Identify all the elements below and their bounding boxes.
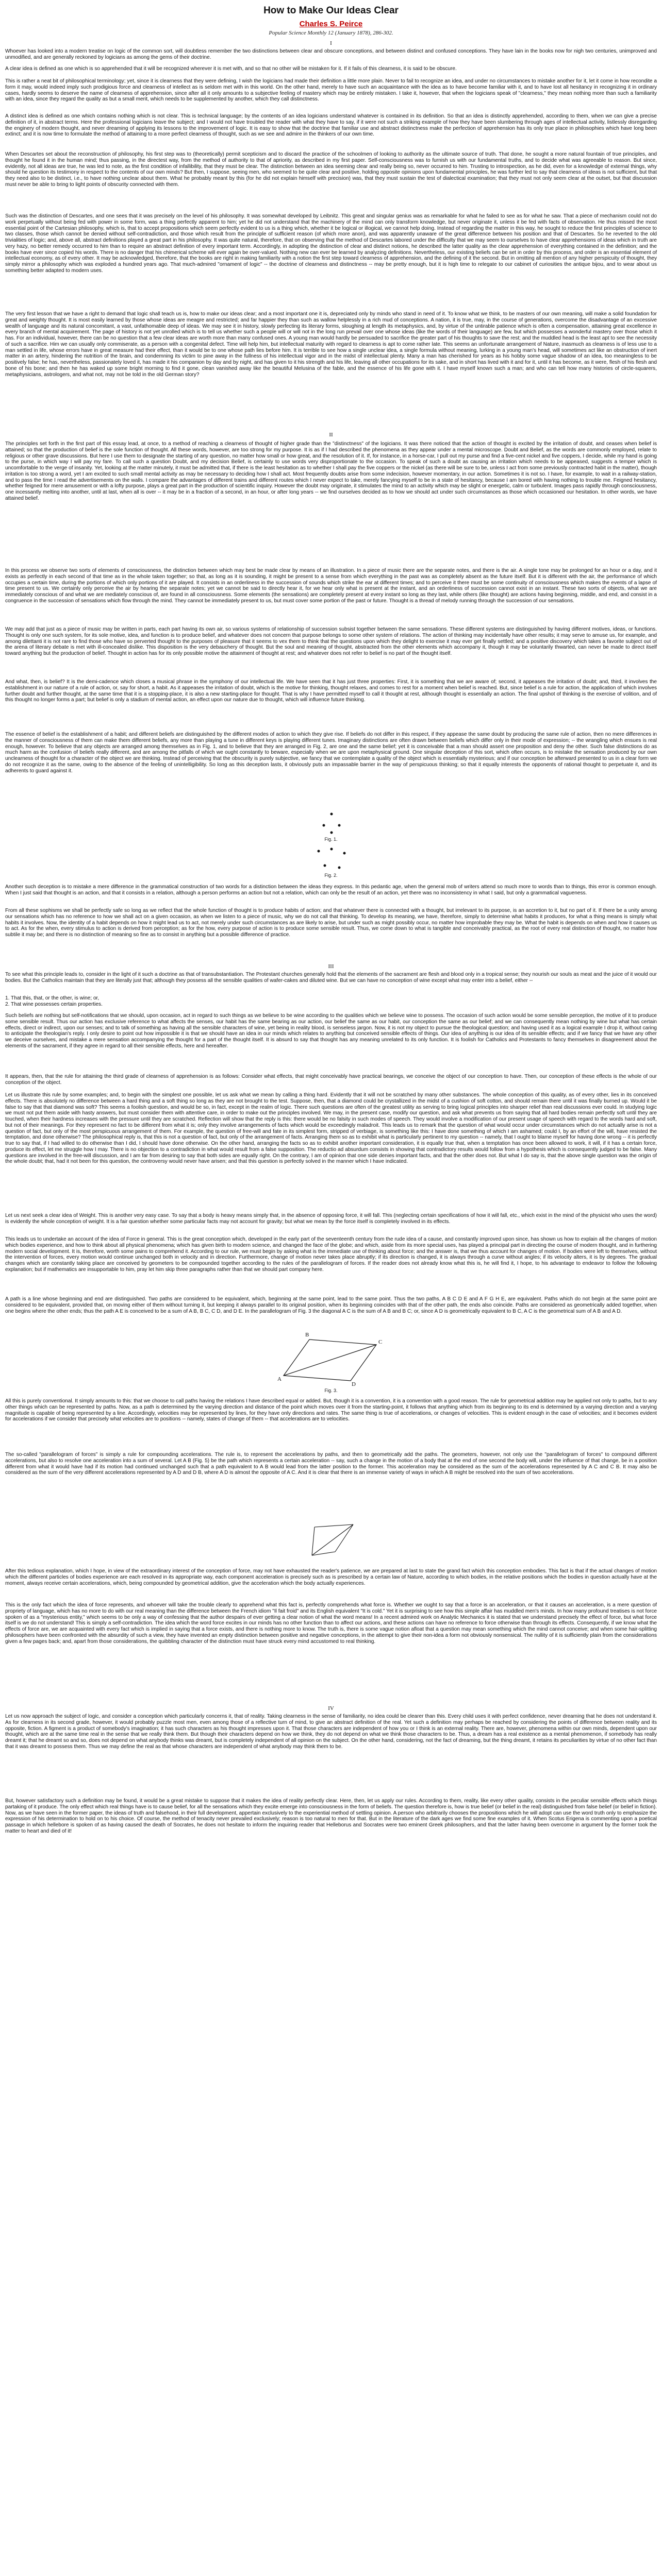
fig2-point xyxy=(343,852,346,855)
diagram-line-ab xyxy=(312,1524,353,1555)
paragraph: But, however satisfactory such a definition may be found, it would be a great mistake to suppose that it makes the idea of reality perfectly clear. Here, then, let us apply our rules. According to them, reality, like every other quality, consists in the peculiar sensible effects which things partaking of it produce. The only effect which real things have is to cause belief, for all the sensations which they excite emerge into consciousness in the form of beliefs. The question therefore is, how is true belief (or belief in the real) distinguished from false belief (or belief in fiction). Now, as we have seen in the former paper, the ideas of truth and falsehood, in their full development, appertain exclusively to the experiential method of settling opinion. A person who arbitrarily chooses the propositions which he will adopt can use the word truth only to emphasize the expression of his determination to hold on to his choice. Of course, the method of tenacity never prevailed exclusively; reason is too natural to men for that. But in the literature of the dark ages we find some fine examples of it. When Scotus Erigena is commenting upon a poetical passage in which hellebore is spoken of as having caused the death of Socrates, he does not hesitate to inform the inquiring reader that Helleborus and Socrates were two eminent Greek philosophers, and that the latter having been overcome in argument by the former took the matter to heart and died of it! xyxy=(5,1798,657,1834)
acceleration-diagram xyxy=(304,1517,361,1563)
fig2-point xyxy=(318,850,320,853)
section-heading-4: IV xyxy=(328,1705,334,1711)
fig2-point xyxy=(330,848,333,851)
paragraph: Let us illustrate this rule by some examples; and, to begin with the simplest one possible, let us ask what we mean by calling a thing hard. Evidently that it will not be scratched by many other substances. The whole conception of this quality, as of every other, lies in its conceived effects. There is absolutely no difference between a hard thing and a soft thing so long as they are not brought to the test. Suppose, then, that a diamond could be crystallized in the midst of a cushion of soft cotton, and should remain there until it was finally burned up. Would it be false to say that that diamond was soft? This seems a foolish question, and would be so, in fact, except in the realm of logic. There such questions are often of the greatest utility as serving to bring logical principles into sharper relief than real discussions ever could. In studying logic we must not put them aside with hasty answers, but must consider them with attentive care, in order to make out the principles involved. We may, in the present case, modify our question, and ask what prevents us from saying that all hard bodies remain perfectly soft until they are touched, when their hardness increases with the pressure until they are scratched. Reflection will show that the reply is this: there would be no falsity in such modes of speech. They would involve a modification of our present usage of speech with regard to the words hard and soft, but not of their meanings. For they represent no fact to be different from what it is; only they involve arrangements of facts which would be exceedingly maladroit. This leads us to remark that the question of what would occur under circumstances which do not actually arise is not a question of fact, but only of the most perspicuous arrangement of them. For example, the question of free-will and fate in its simplest form, stripped of verbiage, is something like this: I have done something of which I am ashamed; could I, by an effort of the will, have resisted the temptation, and done otherwise? The philosophical reply is, that this is not a question of fact, but only of the arrangement of facts. Arranging them so as to exhibit what is particularly pertinent to my question -- namely, that I ought to blame myself for having done wrong -- it is perfectly true to say that, if I had willed to do otherwise than I did, I should have done otherwise. On the other hand, arranging the facts so as to exhibit another important consideration, it is equally true that, when a temptation has once been allowed to work, it will, if it has a certain force, produce its effect, let me struggle how I may. There is no objection to a contradiction in what would result from a false supposition. The reductio ad absurdum consists in showing that contradictory results would follow from a hypothesis which is consequently judged to be false. Many questions are involved in the free-will discussion, and I am far from desiring to say that both sides are equally right. On the contrary, I am of opinion that one side denies important facts, and that the other does not. But what I do say is, that the above single question was the origin of the whole doubt; that, had it not been for this question, the controversy would never have arisen; and that this question is perfectly solved in the manner which I have indicated. xyxy=(5,1092,657,1165)
fig1-point xyxy=(330,832,333,834)
figure-1-diagram xyxy=(319,810,344,836)
paragraph: Let us now approach the subject of logic, and consider a conception which particularly concerns it, that of reality. Taking clearness in the sense of familiarity, no idea could be clearer than this. Every child uses it with perfect confidence, never dreaming that he does not understand it. As for clearness in its second grade, however, it would probably puzzle most men, even among those of a reflective turn of mind, to give an abstract definition of the real. Yet such a definition may perhaps be reached by considering the points of difference between reality and its opposite, fiction. A figment is a product of somebody's imagination; it has such characters as his thought impresses upon it. That those characters are independent of how you or I think is an external reality. There are, however, phenomena within our own minds, dependent upon our thought, which are at the same time real in the sense that we really think them. But though their characters depend on how we think, they do not depend on what we think those characters to be. Thus, a dream has a real existence as a mental phenomenon, if somebody has really dreamt it; that he dreamt so and so, does not depend on what anybody thinks was dreamt, but is completely independent of all opinion on the subject. On the other hand, considering, not the fact of dreaming, but the thing dreamt, it retains its peculiarities by virtue of no other fact than that it was dreamt to possess them. Thus we may define the real as that whose characters are independent of what anybody may think them to be. xyxy=(5,1714,657,1750)
paragraph: Such beliefs are nothing but self-notifications that we should, upon occasion, act in regard to such things as we believe to be wine according to the qualities which we believe wine to possess. The occasion of such action would be some sensible perception, the motive of it to produce some sensible result. Thus our action has exclusive reference to what affects the senses, our habit has the same bearing as our action, our belief the same as our habit, our conception the same as our belief; and we can consequently mean nothing by wine but what has certain effects, direct or indirect, upon our senses; and to talk of something as having all the sensible characters of wine, yet being in reality blood, is senseless jargon. Now, it is not my object to pursue the theological question; and having used it as a logical example I drop it, without caring to anticipate the theologian's reply. I only desire to point out how impossible it is that we should have an idea in our minds which relates to anything but conceived sensible effects of things. Our idea of anything is our idea of its sensible effects; and if we fancy that we have any other we deceive ourselves, and mistake a mere sensation accompanying the thought for a part of the thought itself. It is absurd to say that thought has any meaning unrelated to its only function. It is foolish for Catholics and Protestants to fancy themselves in disagreement about the elements of the sacrament, if they agree in regard to all their sensible effects, here and hereafter. xyxy=(5,1013,657,1049)
figure-2-diagram xyxy=(315,846,349,872)
paragraph: We may add that just as a piece of music may be written in parts, each part having its own air, so various systems of relationship of succession subsist together between the same sensations. These different systems are distinguished by having different motives, ideas, or functions. Thought is only one such system, for its sole motive, idea, and function is to produce belief, and whatever does not concern that purpose belongs to some other system of relations. The action of thinking may incidentally have other results; it may serve to amuse us, for example, and among dilettanti it is not rare to find those who have so perverted thought to the purposes of pleasure that it seems to vex them to think that the questions upon which they delight to exercise it may ever get finally settled; and a positive discovery which takes a favorite subject out of the arena of literary debate is met with ill-concealed dislike. This disposition is the very debauchery of thought. But the soul and meaning of thought, abstracted from the other elements which accompany it, though it may be voluntarily thwarted, can never be made to direct itself toward anything but the production of belief. Thought in action has for its only possible motive the attainment of thought at rest; and whatever does not refer to belief is no part of the thought itself. xyxy=(5,626,657,656)
paragraph: This leads us to undertake an account of the idea of Force in general. This is the great conception which, developed in the early part of the seventeenth century from the rude idea of a cause, and constantly improved upon since, has shown us how to explain all the changes of motion which bodies experience, and how to think about all physical phenomena; which has given birth to modern science, and changed the face of the globe; and which, aside from its more special uses, has played a principal part in directing the course of modern thought, and in furthering modern social development. It is, therefore, worth some pains to comprehend it. According to our rule, we must begin by asking what is the immediate use of thinking about force; and the answer is, that we thus account for changes of motion. If bodies were left to themselves, without the intervention of forces, every motion would continue unchanged both in velocity and in direction. Furthermore, change of motion never takes place abruptly; if its direction is changed, it is always through a curve without angles; if its velocity alters, it is by degrees. The gradual changes which are constantly taking place are conceived by geometers to be compounded together according to the rules of the parallelogram of forces. If the reader does not already know what this is, he will find it, I hope, to his advantage to endeavor to follow the following explanation; but if mathematics are insupportable to him, pray let him skip three paragraphs rather than that we should part company here. xyxy=(5,1236,657,1273)
paragraph: Another such deception is to mistake a mere difference in the grammatical construction of two words for a distinction between the ideas they express. In this pedantic age, when the general mob of writers attend so much more to words than to things, this error is common enough. When I just said that thought is an action, and that it consists in a relation, although a person performs an action but not a relation, which can only be the result of an action, yet there was no inconsistency in what I said, but only a grammatical vagueness. xyxy=(5,884,657,896)
paragraph: All this is purely conventional. It simply amounts to this: that we choose to call paths having the relations I have described equal or added. But, though it is a convention, it is a convention with a good reason. The rule for geometrical addition may be applied not only to paths, but to any other things which can be represented by paths. Now, as a path is determined by the varying direction and distance of the point which moves over it from the starting-point, it follows that anything which from its beginning to its end is determined by a varying direction and a varying magnitude is capable of being represented by a line. Accordingly, velocities may be represented by lines, for they have only directions and rates. The same thing is true of accelerations, or changes of velocities. This is evident enough in the case of velocities; and it becomes evident for accelerations if we consider that precisely what velocities are to positions -- namely, states of change of them -- that accelerations are to velocities. xyxy=(5,1398,657,1422)
author-link[interactable]: Charles S. Peirce xyxy=(299,20,363,28)
fig2-point xyxy=(338,867,341,869)
source-citation: Popular Science Monthly 12 (January 1878), 286-302. xyxy=(269,30,393,36)
fig3-diagonal xyxy=(284,1345,376,1376)
paragraph: In this process we observe two sorts of elements of consciousness, the distinction between which may best be made clear by means of an illustration. In a piece of music there are the separate notes, and there is the air. A single tone may be prolonged for an hour or a day, and it exists as perfectly in each second of that time as in the whole taken together; so that, as long as it is sounding, it might be present to a sense from which everything in the past was as completely absent as the future itself. But it is different with the air, the performance of which occupies a certain time, during the portions of which only portions of it are played. It consists in an orderliness in the succession of sounds which strike the ear at different times; and to perceive it there must be some continuity of consciousness which makes the events of a lapse of time present to us. We certainly only perceive the air by hearing the separate notes; yet we cannot be said to directly hear it, for we hear only what is present at the instant, and an orderliness of succession cannot exist in an instant. These two sorts of objects, what we are immediately conscious of and what we are mediately conscious of, are found in all consciousness. Some elements (the sensations) are completely present at every instant so long as they last, while others (like thought) are actions having beginning, middle, and end, and consist in a congruence in the succession of sensations which flow through the mind. They cannot be immediately present to us, but must cover some portion of the past or future. Thought is a thread of melody running through the succession of our sensations. xyxy=(5,568,657,604)
paragraph: The very first lesson that we have a right to demand that logic shall teach us is, how to make our ideas clear; and a most important one it is, depreciated only by minds who stand in need of it. To know what we think, to be masters of our own meaning, will make a solid foundation for great and weighty thought. It is most easily learned by those whose ideas are meagre and restricted; and far happier they than such as wallow helplessly in a rich mud of conceptions. A nation, it is true, may, in the course of generations, overcome the disadvantage of an excessive wealth of language and its natural concomitant, a vast, unfathomable deep of ideas. We may see it in history, slowly perfecting its literary forms, sloughing at length its metaphysics, and, by virtue of the untirable patience which is often a compensation, attaining great excellence in every branch of mental acquirement. The page of history is not yet unrolled which is to tell us whether such a people will or will not in the long run prevail over one whose ideas (like the words of their language) are few, but which possesses a wonderful mastery over those which it has. For an individual, however, there can be no question that a few clear ideas are worth more than many confused ones. A young man would hardly be persuaded to sacrifice the greater part of his thoughts to save the rest; and the muddled head is the least apt to see the necessity of such a sacrifice. Him we can usually only commiserate, as a person with a congenital defect. Time will help him, but intellectual maturity with regard to clearness is apt to come rather late. This seems an unfortunate arrangement of Nature, inasmuch as clearness is of less use to a man settled in life, whose errors have in great measure had their effect, than it would be to one whose path lies before him. It is terrible to see how a single unclear idea, a single formula without meaning, lurking in a young man's head, will sometimes act like an obstruction of inert matter in an artery, hindering the nutrition of the brain, and condemning its victim to pine away in the fullness of his intellectual vigor and in the midst of intellectual plenty. Many a man has cherished for years as his hobby some vague shadow of an idea, too meaningless to be positively false; he has, nevertheless, passionately loved it, has made it his companion by day and by night, and has given to it his strength and his life, leaving all other occupations for its sake, and in short has lived with it and for it, until it has become, as it were, flesh of his flesh and bone of his bone; and then he has waked up some bright morning to find it gone, clean vanished away like the beautiful Melusina of the fable, and the essence of his life gone with it. I have myself known such a man; and who can tell how many histories of circle-squarers, metaphysicians, astrologers, and what not, may not be told in the old German story? xyxy=(5,311,657,378)
fig3-label: B xyxy=(305,1332,309,1338)
paragraph: Let us next seek a clear idea of Weight. This is another very easy case. To say that a body is heavy means simply that, in the absence of opposing force, it will fall. This (neglecting certain specifications of how it will fall, etc., which exist in the mind of the physicist who uses the word) is evidently the whole conception of weight. It is a fair question whether some particular facts may not account for gravity; but what we mean by the force itself is completely involved in its effects. xyxy=(5,1213,657,1225)
fig2-point xyxy=(324,865,326,867)
paragraph: This is the only fact which the idea of force represents, and whoever will take the trouble clearly to apprehend what this fact is, perfectly comprehends what force is. Whether we ought to say that a force is an acceleration, or that it causes an acceleration, is a mere question of propriety of language, which has no more to do with our real meaning than the difference between the French idiom "Il fait froid" and its English equivalent "It is cold." Yet it is surprising to see how this simple affair has muddled men's minds. In how many profound treatises is not force spoken of as a "mysterious entity," which seems to be only a way of confessing that the author despairs of ever getting a clear notion of what the word means! In a recent admired work on Analytic Mechanics it is stated that we understand precisely the effect of force, but what force itself is we do not understand! This is simply a self-contradiction. The idea which the word force excites in our minds has no other function than to affect our actions, and these actions can have no reference to force otherwise than through its effects. Consequently, if we know what the effects of force are, we are acquainted with every fact which is implied in saying that a force exists, and there is nothing more to know. The truth is, there is some vague notion afloat that a question may mean something which the mind cannot conceive; and when some hair-splitting philosophers have been confronted with the absurdity of such a view, they have invented an empty distinction between positive and negative conceptions, in the attempt to give their non-idea a form not obviously nonsensical. The nullity of it is sufficiently plain from the considerations given a few pages back; and, apart from those considerations, the quibbling character of the distinction must have struck every mind accustomed to real thinking. xyxy=(5,1602,657,1645)
fig3-label: A xyxy=(277,1376,282,1382)
section-heading-2: II xyxy=(329,432,333,438)
diagram-line-cb xyxy=(335,1524,353,1552)
paragraph: A distinct idea is defined as one which contains nothing which is not clear. This is technical language; by the contents of an idea logicians understand whatever is contained in its definition. So that an idea is distinctly apprehended, according to them, when we can give a precise definition of it, in abstract terms. Here the professional logicians leave the subject; and I would not have troubled the reader with what they have to say, if it were not such a striking example of how they have been slumbering through ages of intellectual activity, listlessly disregarding the enginery of modern thought, and never dreaming of applying its lessons to the improvement of logic. It is easy to show that the doctrine that familiar use and abstract distinctness make the perfection of apprehension has its only true place in philosophies which have long been extinct; and it is now time to formulate the method of attaining to a more perfect clearness of thought, such as we see and admire in the thinkers of our own time. xyxy=(5,113,657,138)
fig1-point xyxy=(323,824,325,827)
paragraph: The principles set forth in the first part of this essay lead, at once, to a method of reaching a clearness of thought of higher grade than the "distinctness" of the logicians. It was there noticed that the action of thought is excited by the irritation of doubt, and ceases when belief is attained; so that the production of belief is the sole function of thought. All these words, however, are too strong for my purpose. It is as if I had described the phenomena as they appear under a mental microscope. Doubt and Belief, as the words are commonly employed, relate to religious or other grave discussions. But here I use them to designate the starting of any question, no matter how small or how great, and the resolution of it. If, for instance, in a horse-car, I pull out my purse and find a five-cent nickel and five coppers, I decide, while my hand is going to the purse, in which way I will pay my fare. To call such a question Doubt, and my decision Belief, is certainly to use words very disproportionate to the occasion. To speak of such a doubt as causing an irritation which needs to be appeased, suggests a temper which is uncomfortable to the verge of insanity. Yet, looking at the matter minutely, it must be admitted that, if there is the least hesitation as to whether I shall pay the five coppers or the nickel (as there will be sure to be, unless I act from some previously contracted habit in the matter), though irritation is too strong a word, yet I am excited to such small mental activity as may be necessary to deciding how I shall act. Most frequently doubts arise from some indecision, however momentary, in our action. Sometimes it is not so. I have, for example, to wait in a railway-station, and to pass the time I read the advertisements on the walls. I compare the advantages of different trains and different routes which I never expect to take, merely fancying myself to be in a state of hesitancy, because I am bored with having nothing to trouble me. Feigned hesitancy, whether feigned for mere amusement or with a lofty purpose, plays a great part in the production of scientific inquiry. However the doubt may originate, it stimulates the mind to an activity which may be slight or energetic, calm or turbulent. Images pass rapidly through consciousness, one incessantly melting into another, until at last, when all is over -- it may be in a fraction of a second, in an hour, or after long years -- we find ourselves decided as to how we should act under such circumstances as those which occasioned our hesitation. In other words, we have attained belief. xyxy=(5,441,657,501)
fig3-label: D xyxy=(352,1381,356,1386)
paragraph: This is rather a neat bit of philosophical terminology; yet, since it is clearness that they were defining, I wish the logicians had made their definition a little more plain. Never to fail to recognize an idea, and under no circumstances to mistake another for it, let it come in how recondite a form it may, would indeed imply such prodigious force and clearness of intellect as is seldom met with in this world. On the other hand, merely to have such an acquaintance with the idea as to have become familiar with it, and to have lost all hesitancy in recognizing it in ordinary cases, hardly seems to deserve the name of clearness of apprehension, since after all it only amounts to a subjective feeling of mastery which may be entirely mistaken. I take it, however, that when the logicians speak of "clearness," they mean nothing more than such a familiarity with an idea, since they regard the quality as but a small merit, which needs to be supplemented by another, which they call distinctness. xyxy=(5,78,657,103)
paragraph: To see what this principle leads to, consider in the light of it such a doctrine as that of transubstantiation. The Protestant churches generally hold that the elements of the sacrament are flesh and blood only in a tropical sense; they nourish our souls as meat and the juice of it would our bodies. But the Catholics maintain that they are literally just that; although they possess all the sensible qualities of wafer-cakes and diluted wine. But we can have no conception of wine except what may enter into a belief, either -- xyxy=(5,972,657,984)
section-heading-1: I xyxy=(330,40,332,46)
paragraph: After this tedious explanation, which I hope, in view of the extraordinary interest of the conception of force, may not have exhausted the reader's patience, we are prepared at last to state the grand fact which this conception embodies. This fact is that if the actual changes of motion which the different particles of bodies experience are each resolved in its appropriate way, each component acceleration is precisely such as is prescribed by a certain law of Nature, according to which bodies, in the relative positions which the bodies in question actually have at the moment, always receive certain accelerations, which, being compounded by geometrical addition, give the acceleration which the body actually experiences. xyxy=(5,1568,657,1586)
fig3-label: C xyxy=(378,1339,383,1345)
figure-3-caption: Fig. 3. xyxy=(324,1388,338,1393)
diagram-line-ad xyxy=(312,1527,315,1555)
figure-3-diagram xyxy=(273,1329,389,1386)
paragraph: The essence of belief is the establishment of a habit; and different beliefs are distinguished by the different modes of action to which they give rise. If beliefs do not differ in this respect, if they appease the same doubt by producing the same rule of action, then no mere differences in the manner of consciousness of them can make them different beliefs, any more than playing a tune in different keys is playing different tunes. Imaginary distinctions are often drawn between beliefs which differ only in their mode of expression; -- the wrangling which ensues is real enough, however. To believe that any objects are arranged among themselves as in Fig. 1, and to believe that they are arranged in Fig. 2, are one and the same belief; yet it is conceivable that a man should assert one proposition and deny the other. Such false distinctions do as much harm as the confusion of beliefs really different, and are among the pitfalls of which we ought constantly to beware, especially when we are upon metaphysical ground. One singular deception of this sort, which often occurs, is to mistake the sensation produced by our own unclearness of thought for a character of the object we are thinking. Instead of perceiving that the obscurity is purely subjective, we fancy that we contemplate a quality of the object which is essentially mysterious; and if our conception be afterward presented to us in a clear form we do not recognize it as the same, owing to the absence of the feeling of unintelligibility. So long as this deception lasts, it obviously puts an impassable barrier in the way of perspicuous thinking; so that it equally interests the opponents of rational thought to perpetuate it, and its adherents to guard against it. xyxy=(5,732,657,774)
article-title: How to Make Our Ideas Clear xyxy=(263,5,399,16)
paragraph: When Descartes set about the reconstruction of philosophy, his first step was to (theoretically) permit scepticism and to discard the practice of the schoolmen of looking to authority as the ultimate source of truth. That done, he sought a more natural fountain of true principles, and thought he found it in the human mind; thus passing, in the directest way, from the method of authority to that of apriority, as described in my first paper. Self-consciousness was to furnish us with our fundamental truths, and to decide what was agreeable to reason. But since, evidently, not all ideas are true, he was led to note, as the first condition of infallibility, that they must be clear. The distinction between an idea seeming clear and really being so, never occurred to him. Trusting to introspection, as he did, even for a knowledge of external things, why should he question its testimony in respect to the contents of our own minds? But then, I suppose, seeing men, who seemed to be quite clear and positive, holding opposite opinions upon fundamental principles, he was further led to say that clearness of ideas is not sufficient, but that they need also to be distinct, i.e., to have nothing unclear about them. What he probably meant by this (for he did not explain himself with precision) was, that they must sustain the test of dialectical examination; that they must not only seem clear at the outset, but that discussion must never be able to bring to light points of obscurity connected with them. xyxy=(5,151,657,188)
paragraph: A path is a line whose beginning and end are distinguished. Two paths are considered to be equivalent, which, beginning at the same point, lead to the same point. Thus the two paths, A B C D E and A F G H E, are equivalent. Paths which do not begin at the same point are considered to be equivalent, provided that, on moving either of them without turning it, but keeping it always parallel to its original position, when its beginning coincides with that of the other path, the ends also coincide. Paths are considered as geometrically added together, when one begins where the other ends; thus the path A E is conceived to be a sum of A B, B C, C D, and D E. In the parallelogram of Fig. 3 the diagonal A C is the sum of A B and B C; or, since A D is geometrically equivalent to B C, A C is the geometrical sum of A B and A D. xyxy=(5,1296,657,1314)
paragraph: And what, then, is belief? It is the demi-cadence which closes a musical phrase in the symphony of our intellectual life. We have seen that it has just three properties: First, it is something that we are aware of; second, it appeases the irritation of doubt; and, third, it involves the establishment in our nature of a rule of action, or, say for short, a habit. As it appeases the irritation of doubt, which is the motive for thinking, thought relaxes, and comes to rest for a moment when belief is reached. But, since belief is a rule for action, the application of which involves further doubt and further thought, at the same time that it is a stopping-place, it is also a new starting-place for thought. That is why I have permitted myself to call it thought at rest, although thought is essentially an action. The final upshot of thinking is the exercise of volition, and of this thought no longer forms a part; but belief is only a stadium of mental action, an effect upon our nature due to thought, which will influence future thinking. xyxy=(5,679,657,703)
paragraph-list: 1. That this, that, or the other, is wine; or, 2. That wine possesses certain properties. xyxy=(5,995,103,1007)
figure-1-caption: Fig. 1. xyxy=(324,837,338,842)
fig1-point xyxy=(338,824,341,827)
paragraph: From all these sophisms we shall be perfectly safe so long as we reflect that the whole function of thought is to produce habits of action; and that whatever there is connected with a thought, but irrelevant to its purpose, is an accretion to it, but no part of it. If there be a unity among our sensations which has no reference to how we shall act on a given occasion, as when we listen to a piece of music, why we do not call that thinking. To develop its meaning, we have, therefore, simply to determine what habits it produces, for what a thing means is simply what habits it involves. Now, the identity of a habit depends on how it might lead us to act, not merely under such circumstances as are likely to arise, but under such as might possibly occur, no matter how improbable they may be. What the habit is depends on when and how it causes us to act. As for the when, every stimulus to action is derived from perception; as for the how, every purpose of action is to produce some sensible result. Thus, we come down to what is tangible and conceivably practical, as the root of every real distinction of thought, no matter how subtile it may be; and there is no distinction of meaning so fine as to consist in anything but a possible difference of practice. xyxy=(5,908,657,938)
paragraph: The so-called "parallelogram of forces" is simply a rule for compounding accelerations. The rule is, to represent the accelerations by paths, and then to geometrically add the paths. The geometers, however, not only use the "parallelogram of forces" to compound different accelerations, but also to resolve one acceleration into a sum of several. Let A B (Fig. 5) be the path which represents a certain acceleration -- say, such a change in the motion of a body that at the end of one second the body will, under the influence of that change, be in a position different from what it would have had if its motion had continued unchanged such that a path equivalent to A B would lead from the latter position to the former. This acceleration may be considered as the sum of the accelerations represented by A C and C B. It may also be considered as the sum of the very different accelerations represented by A D and D B, where A D is almost the opposite of A C. And it is clear that there is an immense variety of ways in which A B might be resolved into the sum of two accelerations. xyxy=(5,1452,657,1476)
fig1-point xyxy=(330,813,333,816)
paragraph: Whoever has looked into a modern treatise on logic of the common sort, will doubtless remember the two distinctions between clear and obscure conceptions, and between distinct and confused conceptions. They have lain in the books now for nigh two centuries, unimproved and unmodified, and are generally reckoned by logicians as among the gems of their doctrine. xyxy=(5,48,657,60)
section-heading-3: III xyxy=(328,963,334,970)
diagram-line-db xyxy=(315,1524,353,1527)
paragraph: Such was the distinction of Descartes, and one sees that it was precisely on the level of his philosophy. It was somewhat developed by Leibnitz. This great and singular genius was as remarkable for what he failed to see as for what he saw. That a piece of mechanism could not do work perpetually without being fed with power in some form, was a thing perfectly apparent to him; yet he did not understand that the machinery of the mind can only transform knowledge, but never originate it, unless it be fed with facts of observation. He thus missed the most essential point of the Cartesian philosophy, which is, that to accept propositions which seem perfectly evident to us is a thing which, whether it be logical or illogical, we cannot help doing. Instead of regarding the matter in this way, he sought to reduce the first principles of science to two classes, those which cannot be denied without self-contradiction, and those which result from the principle of sufficient reason (of which more anon), and was apparently unaware of the great difference between his position and that of Descartes. So he reverted to the old trivialities of logic; and, above all, abstract definitions played a great part in his philosophy. It was quite natural, therefore, that on observing that the method of Descartes labored under the difficulty that we may seem to ourselves to have clear apprehensions of ideas which in truth are very hazy, no better remedy occurred to him than to require an abstract definition of every important term. Accordingly, in adopting the distinction of clear and distinct notions, he described the latter quality as the clear apprehension of everything contained in the definition; and the books have ever since copied his words. There is no danger that his chimerical scheme will ever again be over-valued. Nothing new can ever be learned by analyzing definitions. Nevertheless, our existing beliefs can be set in order by this process, and order is an essential element of intellectual economy, as of every other. It may be acknowledged, therefore, that the books are right in making familiarity with a notion the first step toward clearness of apprehension, and the defining of it the second. But in omitting all mention of any higher perspicuity of thought, they simply mirror a philosophy which was exploded a hundred years ago. That much-admired "ornament of logic" -- the doctrine of clearness and distinctness -- may be pretty enough, but it is high time to relegate to our cabinet of curiosities the antique bijou, and to wear about us something better adapted to modern uses. xyxy=(5,213,657,274)
paragraph: It appears, then, that the rule for attaining the third grade of clearness of apprehension is as follows: Consider what effects, that might conceivably have practical bearings, we conceive the object of our conception to have. Then, our conception of these effects is the whole of our conception of the object. xyxy=(5,1074,657,1086)
figure-2-caption: Fig. 2. xyxy=(324,873,338,878)
paragraph: A clear idea is defined as one which is so apprehended that it will be recognized wherever it is met with, and so that no other will be mistaken for it. If it fails of this clearness, it is said to be obscure. xyxy=(5,66,457,72)
diagram-line-ac xyxy=(312,1552,335,1555)
